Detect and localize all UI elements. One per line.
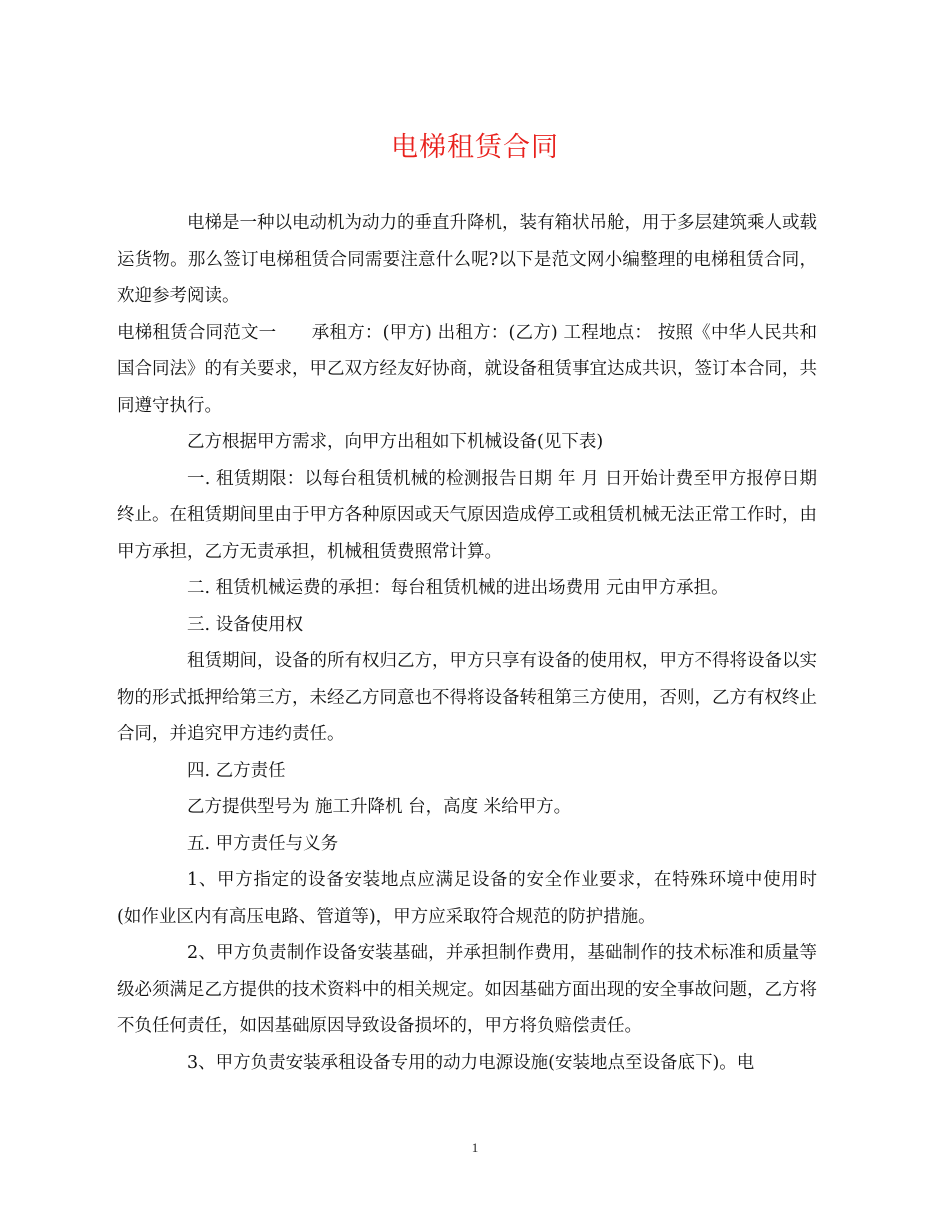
paragraph-clause-2: 二. 租赁机械运费的承担：每台租赁机械的进出场费用 元由甲方承担。 [187, 578, 729, 598]
paragraph-clause-5-item-3: 3、甲方负责安装承租设备专用的动力电源设施(安装地点至设备底下)。电 [187, 1052, 755, 1073]
paragraph-contract-parties: 电梯租赁合同范文一 承租方：(甲方) 出租方：(乙方) 工程地点： 按照《中华人民共和国合同法》的有关要求，甲乙双方经友好协商，就设备租赁事宜达成共识，签订本合同，共同遵守执行。 [117, 322, 817, 416]
page-title: 电梯租赁合同 [391, 132, 559, 163]
page-number: 1 [471, 1140, 479, 1155]
paragraph-clause-5-item-1: 1、甲方指定的设备安装地点应满足设备的安全作业要求，在特殊环境中使用时(如作业区内有高压电路、管道等)，甲方应采取符合规范的防护措施。 [117, 870, 817, 927]
paragraph-clause-1: 一. 租赁期限：以每台租赁机械的检测报告日期 年 月 日开始计费至甲方报停日期终止。在租赁期间里由于甲方各种原因或天气原因造成停工或租赁机械无法正常工作时，由甲方承担，乙方无责承担，机械租赁费照常计算。 [117, 468, 817, 562]
paragraph-clause-4-body: 乙方提供型号为 施工升降机 台，高度 米给甲方。 [187, 797, 572, 817]
paragraph-equipment-rental: 乙方根据甲方需求，向甲方出租如下机械设备(见下表) [187, 432, 604, 452]
paragraph-clause-3-heading: 三. 设备使用权 [187, 614, 304, 635]
paragraph-clause-5-item-2: 2、甲方负责制作设备安装基础，并承担制作费用，基础制作的技术标准和质量等级必须满足乙方提供的技术资料中的相关规定。如因基础方面出现的安全事故问题，乙方将不负任何责任，如因基础原因导致设备损坏的，甲方将负赔偿责任。 [117, 943, 817, 1036]
paragraph-clause-5-heading: 五. 甲方责任与义务 [187, 833, 339, 854]
paragraph-clause-4-heading: 四. 乙方责任 [187, 760, 286, 781]
paragraph-intro: 电梯是一种以电动机为动力的垂直升降机，装有箱状吊舱，用于多层建筑乘人或载运货物。那么签订电梯租赁合同需要注意什么呢?以下是范文网小编整理的电梯租赁合同，欢迎参考阅读。 [117, 213, 817, 306]
paragraph-clause-3-body: 租赁期间，设备的所有权归乙方，甲方只享有设备的使用权，甲方不得将设备以实物的形式抵押给第三方，未经乙方同意也不得将设备转租第三方使用，否则，乙方有权终止合同，并追究甲方违约责任。 [117, 651, 817, 744]
document-body [117, 205, 817, 1081]
